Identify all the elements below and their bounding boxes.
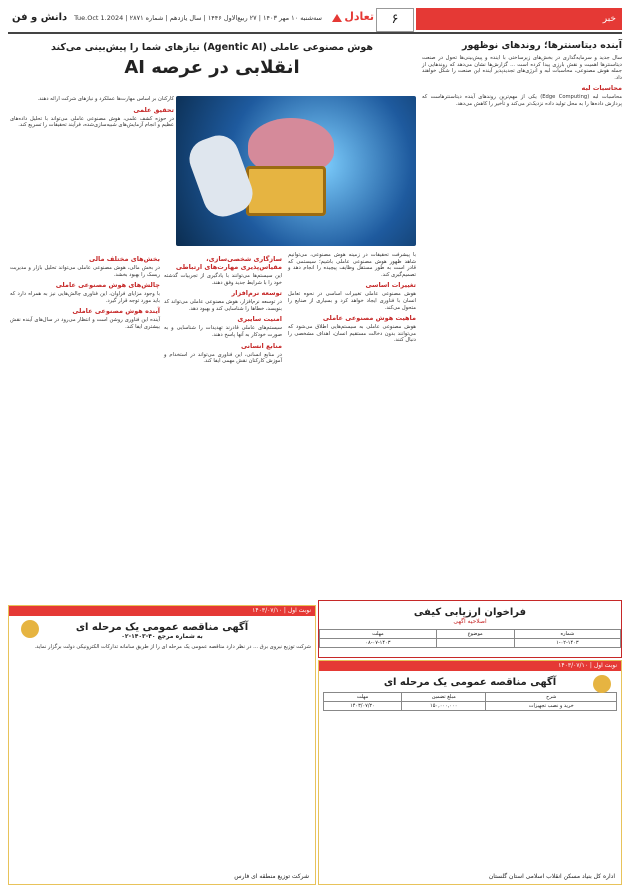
ad-right-r1c2: ۱۵۰,۰۰۰,۰۰۰ xyxy=(401,702,486,711)
col3-sub2: توسعه نرم‌افزار xyxy=(231,289,282,298)
ad-right-h2: مبلغ تضمین xyxy=(401,693,486,702)
col3-body3: سیستم‌های عاملی قادرند تهدیدات را شناسایی و به صورت خودکار به آنها پاسخ دهند. xyxy=(164,325,282,338)
col4-body1: در بخش مالی، هوش مصنوعی عاملی می‌تواند تحلیل بازار و مدیریت ریسک را بهبود بخشد. xyxy=(10,265,160,278)
brand-name: تعادل xyxy=(344,10,374,23)
right-section-tag: خبر xyxy=(416,8,622,30)
ad-right-banner: نوبت اول | ۱۴۰۳/۰۷/۱۰ xyxy=(319,661,621,671)
center-column-2 xyxy=(288,252,416,612)
company-logo-icon xyxy=(21,620,39,638)
ad-left-body: شرکت توزیع نیروی برق ... در نظر دارد مناقصه عمومی یک مرحله ای را از طریق سامانه تدارکات الکترونیکی دولت برگزار نماید. xyxy=(34,644,311,650)
center-column-3 xyxy=(164,252,282,612)
col3-sub4: منابع انسانی xyxy=(240,341,282,350)
ad-small-val2: ۰۸-۰۷-۱۴۰۳ xyxy=(320,639,437,648)
tender-ad-right xyxy=(318,660,622,885)
col3-body2: در توسعه نرم‌افزار، هوش مصنوعی عاملی می‌تواند کد بنویسد، خطاها را شناسایی کند و بهبود دهد. xyxy=(164,299,282,312)
right-body-1: سال جدید و سرمایه‌گذاری در بخش‌های زیرساختی با اینده و پیش‌بینی‌ها تحول در صنعت دیتاسنترها اهمیت و نقش بارزی پیدا کرده است ... گزارش‌ها نشان می‌دهد که روند‌هایی از جمله هوش مصنوعی، محاسبات لبه و انرژی‌های تجدیدپذیر آینده این صنعت را شکل خواهند داد. xyxy=(422,55,622,81)
ad-right-body xyxy=(319,688,621,715)
ad-right-r1c1: خرید و نصب تجهیزات xyxy=(486,702,617,711)
right-column-title: آینده دیتاسنترها؛ روندهای نوظهور xyxy=(461,40,622,51)
col4-sub2: چالش‌های هوش مصنوعی عاملی xyxy=(55,281,160,290)
col1-body: در حوزه کشف علمی، هوش مصنوعی عاملی می‌تواند با تحلیل داده‌های عظیم و انجام آزمایش‌های شبیه‌سازی‌شده، فرآیند تحقیقات را تسریع کند. xyxy=(10,115,174,129)
page-header xyxy=(8,8,622,34)
col2-body2: هوش مصنوعی عاملی به سیستم‌هایی اطلاق می‌شود که می‌توانند بدون دخالت مستقیم انسان، اهداف مشخصی را دنبال کنند. xyxy=(288,324,416,344)
col3-body1: این سیستم‌ها می‌توانند با یادگیری از تجربیات گذشته خود را با شرایط جدید وفق دهند. xyxy=(164,273,282,286)
issue-meta: سه‌شنبه ۱۰ مهر ۱۴۰۳ | ۲۷ ربیع‌الاول ۱۴۴۶ | سال یازدهم | شماره ۲۸۷۱ | Tue.Oct 1.2024 xyxy=(74,14,322,22)
col2-sub2: ماهیت هوش مصنوعی عاملی xyxy=(322,314,416,323)
ad-small-subtitle: اصلاحیه آگهی xyxy=(453,618,487,625)
col4-body2: با وجود مزایای فراوان، این فناوری چالش‌هایی نیز به همراه دارد که باید مورد توجه قرار گیرد. xyxy=(10,291,160,304)
ad-right-table xyxy=(323,692,617,711)
ad-right-title: آگهی مناقصه عمومی یک مرحله ای xyxy=(383,677,557,688)
page-number: ۶ xyxy=(376,8,414,32)
ai-illustration xyxy=(176,96,416,246)
center-header xyxy=(8,38,416,84)
ad-small-val1: ۱-۰۲-۱۴۰۳ xyxy=(514,639,620,648)
col4-body3: آینده این فناوری روشن است و انتظار می‌رود در سال‌های آینده نقش بیشتری ایفا کند. xyxy=(10,317,160,330)
chip-icon xyxy=(246,166,326,216)
right-subhead-1: محاسبات لبه xyxy=(581,84,622,93)
right-body-2: محاسبات لبه (Edge Computing) یکی از مهم‌ترین روندهای آینده دیتاسنترهاست که پردازش داده‌ها را به محل تولید داده نزدیک‌تر می‌کند و تأخیر را کاهش می‌دهد. xyxy=(422,94,622,107)
col3-body4: در منابع انسانی، این فناوری می‌تواند در استخدام و آموزش کارکنان نقش مهمی ایفا کند. xyxy=(164,351,282,365)
triangle-icon xyxy=(332,14,342,22)
ad-small-title: فراخوان ارزیابی کیفی xyxy=(413,607,527,618)
ad-left-subtitle: به شماره مرجع ۴۰-۱۴۰۳-۰۲ xyxy=(121,633,203,640)
section-title: دانش و فن xyxy=(12,12,68,23)
tender-ad-left xyxy=(8,605,316,885)
col2-sub1: تغییرات اساسی xyxy=(365,281,416,290)
headline-main: انقلابی در عرصه AI xyxy=(124,57,300,78)
right-column xyxy=(422,38,622,598)
ad-right-h1: شرح xyxy=(486,693,617,702)
col3-sub3: امنیت سایبری xyxy=(237,315,282,324)
ad-small-table xyxy=(319,629,621,648)
col1-text: کارکنان بر اساس مهارت‌ها عملکرد و نیازهای شرکت ارائه دهند. xyxy=(37,96,174,102)
col4-sub3: آینده هوش مصنوعی عاملی xyxy=(72,307,160,316)
ad-small-col2: موضوع xyxy=(436,630,514,639)
ad-right-h3: مهلت xyxy=(324,693,402,702)
tender-correction-ad xyxy=(318,600,622,658)
ad-small-col1: شماره xyxy=(514,630,620,639)
headline-small: هوش مصنوعی عاملی (Agentic AI) نیازهای شما را پیش‌بینی می‌کند xyxy=(51,42,373,53)
col1-sub: تحقیق علمی xyxy=(133,105,174,114)
col2-intro: با پیشرفت تحقیقات در زمینه هوش مصنوعی، می‌توانیم شاهد ظهور هوش مصنوعی عاملی باشیم؛ سیستمی که قادر است به طور مستقل وظایف پیچیده را انجام دهد و تصمیم‌گیری کند. xyxy=(288,252,416,278)
ad-left-banner: نوبت اول | ۱۴۰۳/۰۷/۱۰ xyxy=(9,606,315,616)
center-column-1 xyxy=(10,96,174,256)
ad-right-r1c3: ۱۴۰۳/۰۷/۲۰ xyxy=(324,702,402,711)
col2-body1: هوش مصنوعی عاملی تغییرات اساسی در نحوه تعامل انسان با فناوری ایجاد خواهد کرد و بسیاری از صنایع را متحول می‌کند. xyxy=(288,291,416,311)
col3-sub1: سازگاری شخصی‌سازی، مقیاس‌پذیری مهارت‌های ارتباطی xyxy=(175,255,282,271)
ad-small-col3: مهلت xyxy=(320,630,437,639)
center-column-4 xyxy=(10,252,160,612)
organization-logo-icon xyxy=(593,675,611,693)
ad-left-title: آگهی مناقصه عمومی یک مرحله ای xyxy=(75,622,249,633)
ad-right-footer: اداره کل بنیاد مسکن انقلاب اسلامی استان گلستان xyxy=(488,873,615,880)
ad-left-footer: شرکت توزیع منطقه ای فارس xyxy=(234,873,309,880)
col4-sub1: بخش‌های مختلف مالی xyxy=(89,255,160,263)
